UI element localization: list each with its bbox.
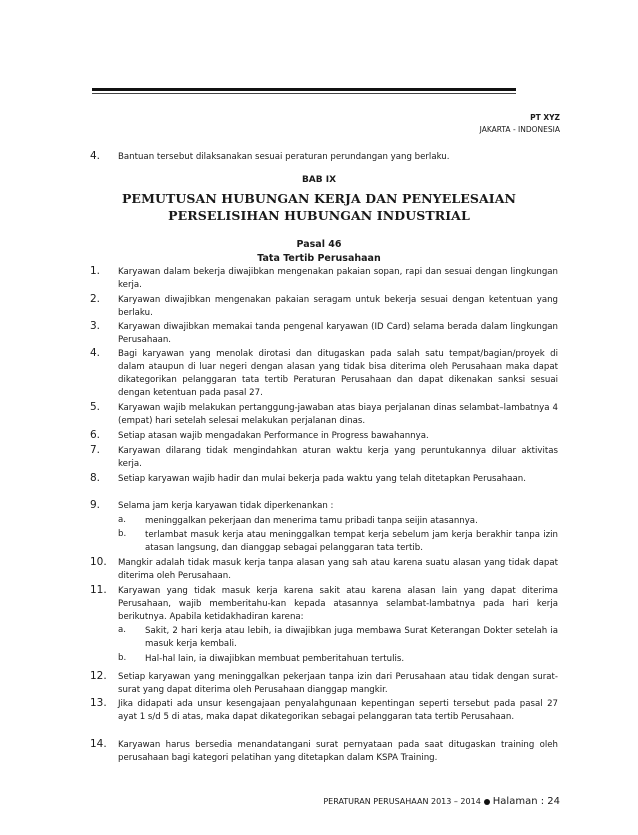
list-item-text: Karyawan wajib melakukan pertanggung-jawaban atas biaya perjalanan dinas selambat–lambatnya 4 (empat) hari setelah selesai melakukan perjalanan dinas. bbox=[118, 403, 558, 426]
prev-item-number: 4. bbox=[90, 150, 101, 162]
sub-item-text: meninggalkan pekerjaan dan menerima tamu pribadi tanpa seijin atasannya. bbox=[145, 516, 478, 526]
company-block bbox=[480, 112, 560, 136]
page-footer bbox=[323, 796, 560, 807]
list-item-number: 2. bbox=[90, 293, 101, 305]
list-item-number: 9. bbox=[90, 499, 101, 511]
chapter-label: BAB IX bbox=[301, 175, 337, 185]
section-title: Tata Tertib Perusahaan bbox=[257, 253, 381, 264]
list-item-number: 8. bbox=[90, 472, 101, 484]
list-item-number: 1. bbox=[90, 265, 101, 277]
list-item-number: 6. bbox=[90, 429, 101, 441]
sub-item-letter: a. bbox=[118, 515, 126, 525]
header-rule-thin bbox=[92, 93, 516, 94]
sub-item-text: terlambat masuk kerja atau meninggalkan tempat kerja sebelum jam kerja berakhir tanpa izin atasan langsung, dan dianggap sebagai pelanggaran tata tertib. bbox=[145, 530, 558, 553]
list-item-text: Karyawan harus bersedia menandatangani surat pernyataan pada saat ditugaskan training oleh perusahaan bagi kategori pelatihan yang ditetapkan dalam KSPA Training. bbox=[118, 740, 558, 763]
list-item-text: Setiap atasan wajib mengadakan Performance in Progress bawahannya. bbox=[118, 431, 429, 441]
list-item-number: 12. bbox=[90, 670, 107, 682]
list-item-number: 13. bbox=[90, 697, 107, 709]
sub-item-text: Sakit, 2 hari kerja atau lebih, ia diwajibkan juga membawa Surat Keterangan Dokter setelah ia masuk kerja kembali. bbox=[145, 626, 558, 649]
list-item-text: Bagi karyawan yang menolak dirotasi dan ditugaskan pada salah satu tempat/bagian/proyek di dalam ataupun di luar negeri dengan alasan yang tidak bisa diterima oleh Perusahaan maka dapat dikategorikan pelanggaran tata tertib Peraturan Perusahaan dan dapat dikenakan sanksi sesuai dengan ketentuan pada pasal 27. bbox=[118, 349, 558, 398]
chapter-title-line1: PEMUTUSAN HUBUNGAN KERJA DAN PENYELESAIAN bbox=[121, 191, 517, 206]
list-item-number: 4. bbox=[90, 347, 101, 359]
list-item-text: Karyawan diwajibkan mengenakan pakaian seragam untuk bekerja sesuai dengan ketentuan yang berlaku. bbox=[118, 295, 558, 318]
chapter-title bbox=[0, 190, 638, 224]
list-item-text: Jika didapati ada unsur kesengajaan penyalahgunaan kepentingan seperti tersebut pada pasal 27 ayat 1 s/d 5 di atas, maka dapat dikategorikan sebagai pelanggaran tata tertib Perusahaan. bbox=[118, 699, 558, 722]
list-item-number: 14. bbox=[90, 738, 107, 750]
section-heading bbox=[0, 238, 638, 266]
section-label: Pasal 46 bbox=[296, 239, 342, 250]
list-item-text: Karyawan dilarang tidak mengindahkan aturan waktu kerja yang peruntukannya diluar aktivitas kerja. bbox=[118, 446, 558, 469]
footer-doc-title: PERATURAN PERUSAHAAN 2013 – 2014 bbox=[323, 797, 481, 806]
list-item-text: Setiap karyawan wajib hadir dan mulai bekerja pada waktu yang telah ditetapkan Perusahaan. bbox=[118, 474, 526, 484]
sub-item-letter: b. bbox=[118, 529, 127, 539]
list-item-number: 10. bbox=[90, 556, 107, 568]
list-item-number: 11. bbox=[90, 584, 107, 596]
list-item-text: Mangkir adalah tidak masuk kerja tanpa alasan yang sah atau karena suatu alasan yang tidak dapat diterima oleh Perusahaan. bbox=[118, 558, 558, 581]
list-item-number: 5. bbox=[90, 401, 101, 413]
bullet-icon bbox=[484, 799, 490, 805]
footer-page-number: Halaman : 24 bbox=[492, 796, 560, 807]
list-item-text: Karyawan dalam bekerja diwajibkan mengenakan pakaian sopan, rapi dan sesuai dengan lingkungan kerja. bbox=[118, 267, 558, 290]
list-item-text: Selama jam kerja karyawan tidak diperkenankan : bbox=[118, 501, 334, 511]
list-item-text: Karyawan yang tidak masuk kerja karena sakit atau karena alasan lain yang dapat diterima Perusahaan, wajib memberitahu-kan kepada atasannya selambat-lambatnya pada hari kerja berikutnya. Apabila ketidakhadiran karena: bbox=[118, 586, 558, 622]
list-item-number: 3. bbox=[90, 320, 101, 332]
list-item-number: 7. bbox=[90, 444, 101, 456]
sub-item-letter: a. bbox=[118, 625, 126, 635]
sub-item-letter: b. bbox=[118, 653, 127, 663]
header-rule bbox=[92, 88, 516, 91]
company-name: PT XYZ bbox=[530, 113, 560, 122]
prev-item-text: Bantuan tersebut dilaksanakan sesuai peraturan perundangan yang berlaku. bbox=[118, 152, 450, 162]
list-item-text: Setiap karyawan yang meninggalkan pekerjaan tanpa izin dari Perusahaan atau tidak dengan surat-surat yang dapat diterima oleh Perusahaan dianggap mangkir. bbox=[118, 672, 558, 695]
sub-item-text: Hal-hal lain, ia diwajibkan membuat pemberitahuan tertulis. bbox=[145, 654, 405, 664]
list-item-text: Karyawan diwajibkan memakai tanda pengenal karyawan (ID Card) selama berada dalam lingkungan Perusahaan. bbox=[118, 322, 558, 345]
chapter-title-line2: PERSELISIHAN HUBUNGAN INDUSTRIAL bbox=[168, 208, 470, 223]
company-location: JAKARTA - INDONESIA bbox=[479, 125, 560, 134]
